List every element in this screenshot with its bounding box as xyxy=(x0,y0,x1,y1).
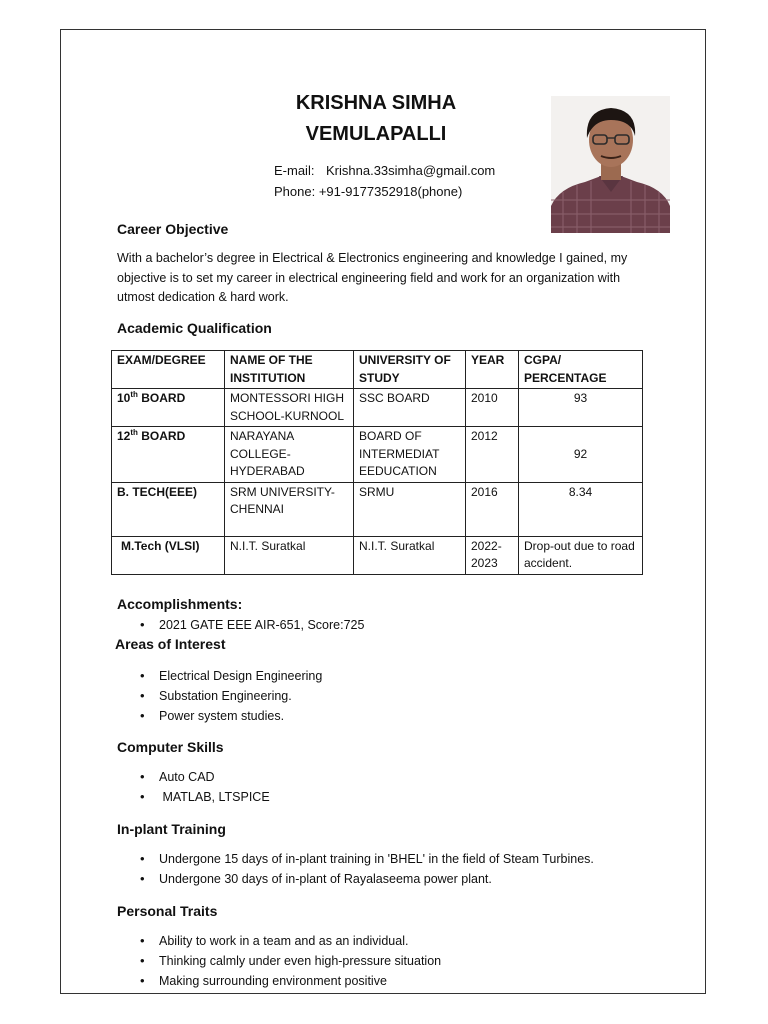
cell-degree: B. TECH(EEE) xyxy=(112,482,225,536)
cell-university: SRMU xyxy=(354,482,466,536)
list-item: • Undergone 30 days of in-plant of Rayalaseema power plant. xyxy=(140,869,594,889)
cell-institution: NARAYANA COLLEGE-HYDERABAD xyxy=(225,427,354,483)
header-institution: NAME OF THE INSTITUTION xyxy=(225,351,354,389)
name-line-2: VEMULAPALLI xyxy=(305,123,447,145)
header-score: CGPA/ PERCENTAGE xyxy=(519,351,643,389)
header-year: YEAR xyxy=(466,351,519,389)
inplant-training-heading: In-plant Training xyxy=(117,821,226,837)
accomplishments-heading: Accomplishments: xyxy=(117,596,243,612)
cell-institution: N.I.T. Suratkal xyxy=(225,536,354,574)
cell-university: BOARD OF INTERMEDIAT EEDUCATION xyxy=(354,427,466,483)
table-row xyxy=(112,536,643,574)
cell-score: 93 xyxy=(519,389,643,427)
header-exam-degree: EXAM/DEGREE xyxy=(112,351,225,389)
cell-year: 2016 xyxy=(466,482,519,536)
cell-score: Drop-out due to road accident. xyxy=(519,536,643,574)
list-item: • Auto CAD xyxy=(140,767,270,787)
accomplishments-list xyxy=(140,615,364,635)
cell-institution: SRM UNIVERSITY-CHENNAI xyxy=(225,482,354,536)
name-line-1: KRISHNA SIMHA xyxy=(295,92,457,114)
academic-qualification-heading: Academic Qualification xyxy=(117,320,272,336)
list-item: • Undergone 15 days of in-plant training in 'BHEL' in the field of Steam Turbines. xyxy=(140,849,594,869)
academic-qualification-table xyxy=(111,350,643,575)
cell-university: SSC BOARD xyxy=(354,389,466,427)
email-label: E-mail: xyxy=(274,163,315,178)
career-objective-text: With a bachelor’s degree in Electrical & Electronics engineering and knowledge I gained, my objective is to set my career in electrical engineering field and work for an organization with utmost dedication & hard work. xyxy=(117,251,628,304)
person-photo-icon xyxy=(551,96,670,233)
inplant-training-list xyxy=(140,849,594,889)
list-item: • 2021 GATE EEE AIR-651, Score:725 xyxy=(140,615,364,635)
areas-of-interest-heading: Areas of Interest xyxy=(115,636,226,652)
list-item: • Substation Engineering. xyxy=(140,686,322,706)
career-objective-heading: Career Objective xyxy=(117,221,229,237)
areas-of-interest-list xyxy=(140,666,322,726)
list-item: • Ability to work in a team and as an individual. xyxy=(140,931,441,951)
cell-degree: 12th BOARD xyxy=(112,427,225,483)
cell-year: 2012 xyxy=(466,427,519,483)
list-item: • Electrical Design Engineering xyxy=(140,666,322,686)
header-university: UNIVERSITY OF STUDY xyxy=(354,351,466,389)
cell-institution: MONTESSORI HIGH SCHOOL-KURNOOL xyxy=(225,389,354,427)
table-row xyxy=(112,389,643,427)
cell-degree: M.Tech (VLSI) xyxy=(112,536,225,574)
table-row xyxy=(112,482,643,536)
personal-traits-list xyxy=(140,931,441,991)
list-item: • MATLAB, LTSPICE xyxy=(140,787,270,807)
cell-year: 2010 xyxy=(466,389,519,427)
profile-photo xyxy=(551,96,670,233)
computer-skills-list xyxy=(140,767,270,807)
list-item: • Power system studies. xyxy=(140,706,322,726)
computer-skills-heading: Computer Skills xyxy=(117,739,224,755)
list-item: • Thinking calmly under even high-pressure situation xyxy=(140,951,441,971)
list-item: • Making surrounding environment positive xyxy=(140,971,441,991)
table-header-row xyxy=(112,351,643,389)
cell-year: 2022-2023 xyxy=(466,536,519,574)
email-line xyxy=(274,161,495,181)
cell-degree: 10th BOARD xyxy=(112,389,225,427)
table-row xyxy=(112,427,643,483)
cell-score: 92 xyxy=(519,427,643,483)
cell-university: N.I.T. Suratkal xyxy=(354,536,466,574)
personal-traits-heading: Personal Traits xyxy=(117,903,218,919)
cell-score: 8.34 xyxy=(519,482,643,536)
phone-line: Phone: +91-9177352918(phone) xyxy=(274,184,463,199)
email-address: Krishna.33simha@gmail.com xyxy=(326,163,496,178)
